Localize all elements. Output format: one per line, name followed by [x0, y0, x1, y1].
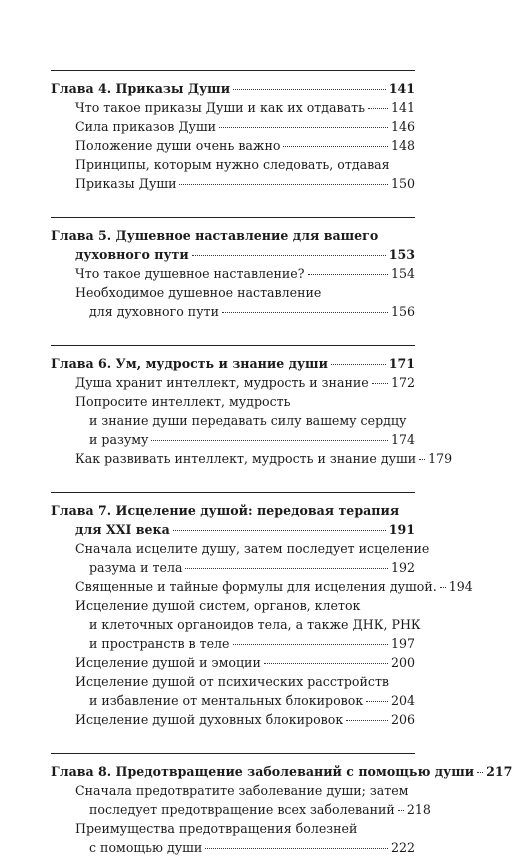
toc-entry-title: Попросите интеллект, мудрость — [75, 394, 291, 409]
toc-chapter-heading[interactable] — [51, 354, 415, 373]
toc-entry[interactable] — [51, 577, 473, 596]
toc-entry-title: Исцеление душой от психических расстройств — [75, 674, 390, 689]
toc-entry-title: Сила приказов Души — [75, 119, 217, 134]
dot-leader — [477, 772, 483, 773]
toc-entry[interactable] — [51, 838, 415, 857]
toc-entry-title: Необходимое душевное наставление — [75, 285, 322, 300]
toc-entry[interactable] — [51, 117, 415, 136]
toc-entry-title: с помощью души — [89, 840, 203, 855]
toc-entry[interactable] — [51, 634, 415, 653]
toc-entry-title: Сначала исцелите душу, затем последует исцеление — [75, 541, 430, 556]
page-number: 206 — [390, 712, 415, 727]
dot-leader — [222, 312, 388, 313]
toc-entry-title: Что такое душевное наставление? — [75, 266, 305, 281]
page-number: 200 — [390, 655, 415, 670]
page-number: 192 — [390, 560, 415, 575]
toc-entry-title: Глава 6. Ум, мудрость и знание души — [51, 356, 328, 371]
toc-entry[interactable] — [51, 710, 415, 729]
dot-leader — [233, 644, 388, 645]
toc-entry-title: и клеточных органоидов тела, а также ДНК, РНК — [89, 617, 421, 632]
toc-entry-title: Глава 7. Исцеление душой: передовая терапия — [51, 503, 400, 518]
dot-leader — [185, 568, 387, 569]
toc-entry-title: Глава 4. Приказы Души — [51, 81, 231, 96]
page-number: 146 — [390, 119, 415, 134]
toc-entry[interactable] — [51, 653, 415, 672]
table-of-contents — [51, 70, 512, 857]
page-number: 156 — [390, 304, 415, 319]
dot-leader — [179, 184, 387, 185]
toc-entry-title: Исцеление душой систем, органов, клеток — [75, 598, 361, 613]
toc-chapter-heading[interactable] — [51, 226, 415, 245]
dot-leader — [331, 364, 386, 365]
toc-entry-title: для XXI века — [75, 522, 170, 537]
page-number: 218 — [406, 802, 431, 817]
dot-leader — [419, 459, 425, 460]
toc-entry-title: и избавление от ментальных блокировок — [89, 693, 364, 708]
toc-entry-title: для духовного пути — [89, 304, 219, 319]
toc-entry[interactable] — [51, 430, 415, 449]
page-number: 141 — [390, 100, 415, 115]
toc-entry-title: Глава 5. Душевное наставление для вашего — [51, 228, 379, 243]
toc-entry-title: Исцеление душой духовных блокировок — [75, 712, 344, 727]
toc-entry-title: Исцеление душой и эмоции — [75, 655, 261, 670]
dot-leader — [366, 701, 388, 702]
page-number: 141 — [388, 81, 415, 96]
toc-entry-title: Преимущества предотвращения болезней — [75, 821, 358, 836]
toc-entry[interactable] — [51, 98, 415, 117]
toc-entry-title: и знание души передавать силу вашему сердцу — [89, 413, 407, 428]
page-number: 153 — [388, 247, 415, 262]
page-number: 222 — [390, 840, 415, 855]
toc-entry[interactable] — [51, 155, 415, 174]
page-number: 148 — [390, 138, 415, 153]
toc-entry[interactable] — [51, 615, 421, 634]
page-number: 179 — [428, 451, 453, 466]
dot-leader — [233, 89, 386, 90]
page-number: 172 — [390, 375, 415, 390]
page-number: 197 — [390, 636, 415, 651]
toc-entry[interactable] — [51, 800, 431, 819]
toc-entry-title: и пространств в теле — [89, 636, 230, 651]
toc-entry[interactable] — [51, 373, 415, 392]
toc-entry-title: Что такое приказы Души и как их отдавать — [75, 100, 365, 115]
toc-chapter-heading[interactable] — [51, 762, 512, 781]
page-number: 217 — [486, 764, 512, 779]
toc-entry[interactable] — [51, 411, 415, 430]
toc-entry-title: Душа хранит интеллект, мудрость и знание — [75, 375, 369, 390]
toc-entry-title: Как развивать интеллект, мудрость и знание души — [75, 451, 417, 466]
dot-leader — [192, 255, 386, 256]
toc-entry[interactable] — [51, 781, 415, 800]
page-number: 154 — [390, 266, 415, 281]
page-number: 204 — [390, 693, 415, 708]
toc-entry[interactable] — [51, 283, 415, 302]
toc-entry-title: Принципы, которым нужно следовать, отдавая — [75, 157, 390, 172]
dot-leader — [308, 274, 388, 275]
toc-entry[interactable] — [51, 672, 415, 691]
page-number: 171 — [388, 356, 415, 371]
page-number: 194 — [448, 579, 473, 594]
dot-leader — [372, 383, 388, 384]
toc-chapter-block — [51, 345, 453, 492]
toc-entry-title: Приказы Души — [75, 176, 177, 191]
toc-chapter-heading[interactable] — [51, 245, 415, 264]
toc-entry-title: Глава 8. Предотвращение заболеваний с помощью души — [51, 764, 475, 779]
toc-entry-title: последует предотвращение всех заболеваний — [89, 802, 395, 817]
toc-entry-title: разума и тела — [89, 560, 183, 575]
dot-leader — [151, 440, 388, 441]
toc-entry[interactable] — [51, 302, 415, 321]
page-number: 174 — [390, 432, 415, 447]
dot-leader — [173, 530, 386, 531]
toc-entry[interactable] — [51, 449, 453, 468]
dot-leader — [398, 810, 404, 811]
dot-leader — [264, 663, 388, 664]
toc-entry[interactable] — [51, 596, 415, 615]
toc-entry[interactable] — [51, 264, 415, 283]
toc-entry[interactable] — [51, 539, 430, 558]
toc-chapter-block — [51, 753, 512, 857]
dot-leader — [283, 146, 387, 147]
toc-entry-title: Сначала предотвратите заболевание души; затем — [75, 783, 409, 798]
dot-leader — [440, 587, 446, 588]
toc-entry[interactable] — [51, 392, 415, 411]
toc-entry[interactable] — [51, 819, 415, 838]
dot-leader — [219, 127, 388, 128]
toc-entry[interactable] — [51, 691, 415, 710]
dot-leader — [346, 720, 388, 721]
toc-chapter-heading[interactable] — [51, 520, 415, 539]
toc-entry[interactable] — [51, 558, 415, 577]
dot-leader — [368, 108, 388, 109]
toc-chapter-heading[interactable] — [51, 501, 415, 520]
page-number: 191 — [388, 522, 415, 537]
page-number: 150 — [390, 176, 415, 191]
toc-entry-title: Священные и тайные формулы для исцеления душой. — [75, 579, 437, 594]
toc-chapter-block — [51, 492, 473, 753]
toc-chapter-block — [51, 217, 415, 345]
toc-chapter-block — [51, 70, 415, 217]
toc-entry-title: и разуму — [89, 432, 149, 447]
toc-entry[interactable] — [51, 174, 415, 193]
toc-entry-title: Положение души очень важно — [75, 138, 281, 153]
toc-chapter-heading[interactable] — [51, 79, 415, 98]
toc-entry-title: духовного пути — [75, 247, 189, 262]
dot-leader — [205, 848, 388, 849]
toc-entry[interactable] — [51, 136, 415, 155]
